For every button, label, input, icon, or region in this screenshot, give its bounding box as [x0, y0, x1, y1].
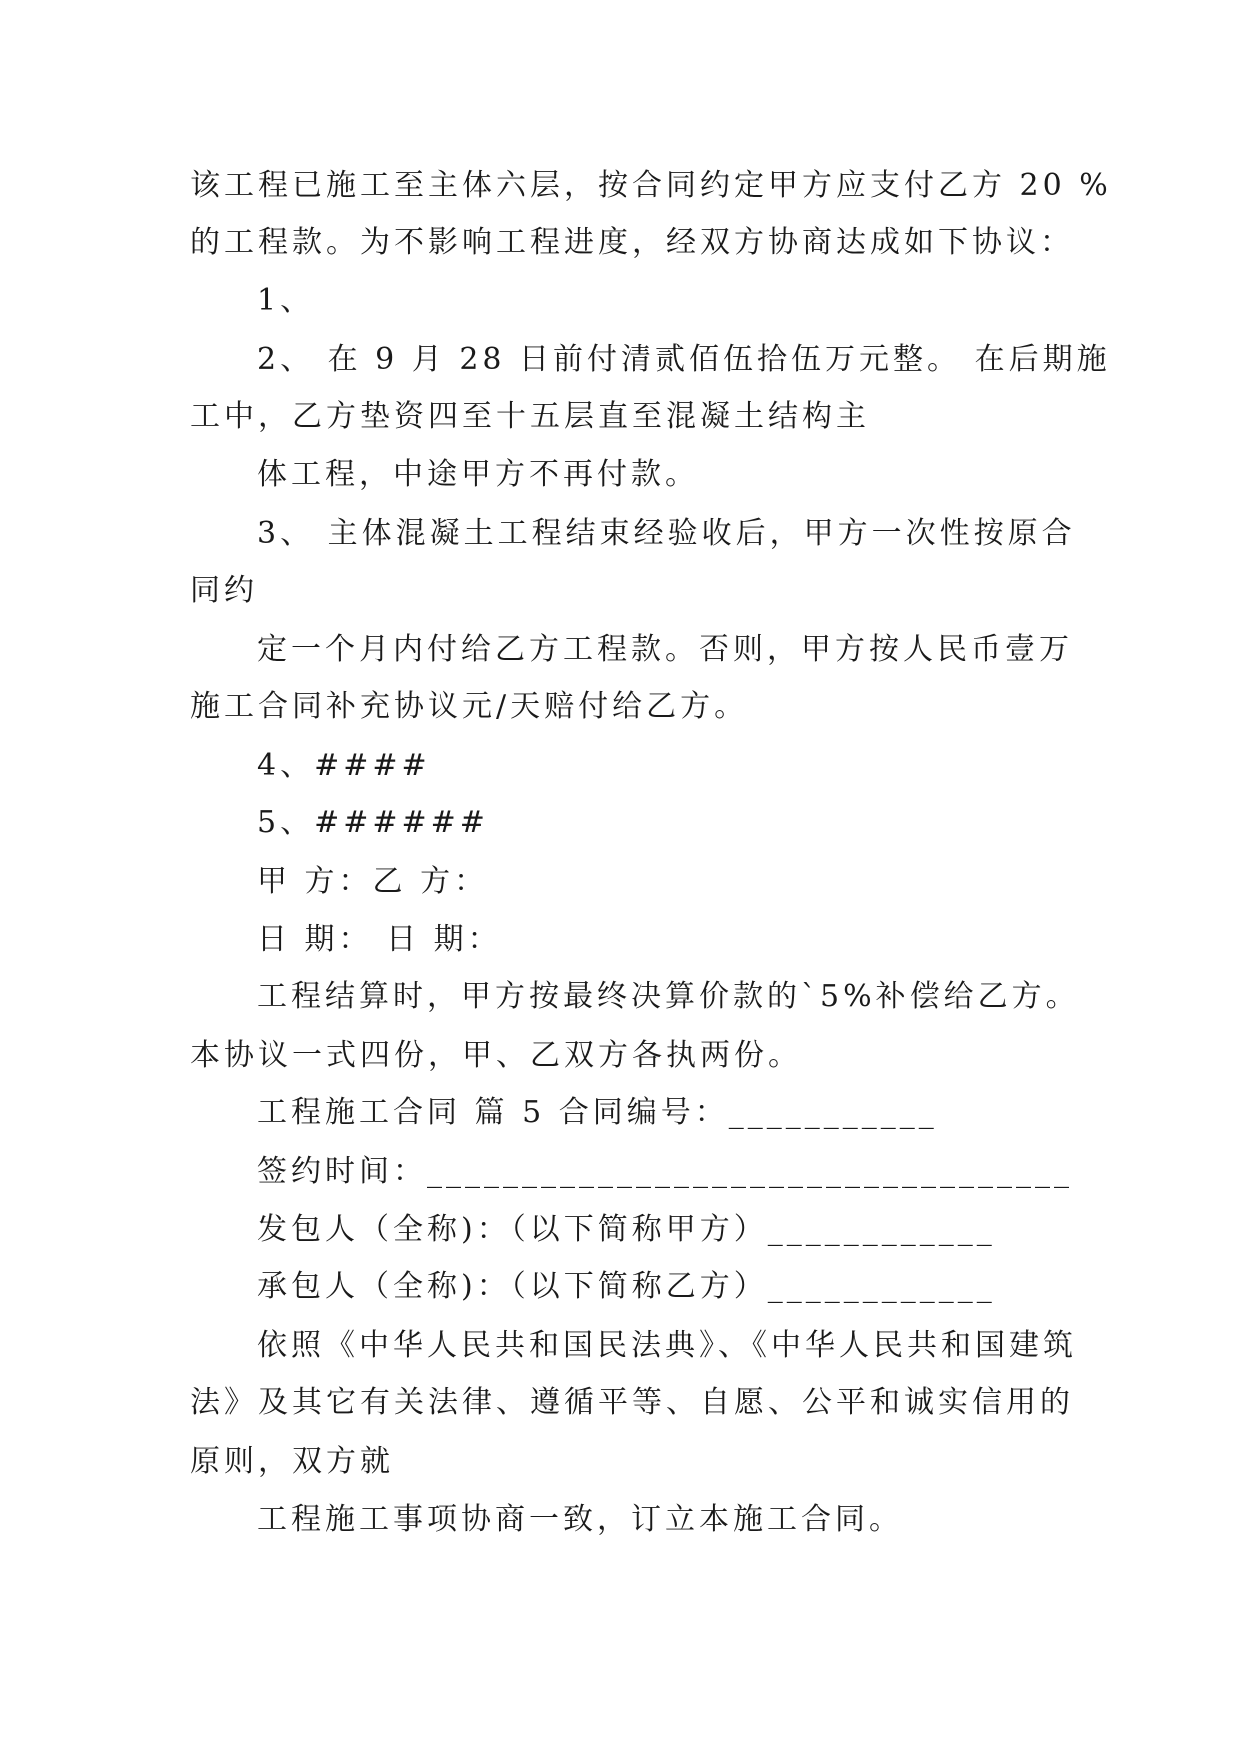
signature-parties: 甲 方：乙 方： — [257, 864, 489, 899]
paragraph-line: 工程结算时，甲方按最终决算价款的`5%补偿给乙方。 — [257, 979, 1080, 1014]
paragraph-line: 定一个月内付给乙方工程款。否则，甲方按人民币壹万 — [257, 632, 1073, 667]
clause-5: 5、###### — [257, 805, 489, 840]
signature-dates: 日 期： 日 期： — [257, 922, 502, 957]
paragraph-line: 法》及其它有关法律、遵循平等、自愿、公平和诚实信用的 — [190, 1385, 1074, 1420]
clause-4: 4、#### — [257, 748, 431, 783]
clause-1: 1、 — [257, 283, 315, 318]
paragraph-line: 施工合同补充协议元/天赔付给乙方。 — [190, 689, 749, 724]
paragraph-line: 的工程款。为不影响工程进度，经双方协商达成如下协议： — [190, 225, 1074, 260]
paragraph-line: 工程施工事项协商一致，订立本施工合同。 — [257, 1502, 903, 1537]
contractor-field: 承包人（全称)：（以下简称乙方）____________ — [257, 1269, 996, 1304]
paragraph-line: 该工程已施工至主体六层，按合同约定甲方应支付乙方 20 % — [190, 168, 1112, 203]
paragraph-line: 体工程，中途甲方不再付款。 — [257, 457, 699, 492]
clause-2: 2、 在 9 月 28 日前付清贰佰伍拾伍万元整。 在后期施 — [257, 342, 1111, 377]
clause-3: 3、 主体混凝土工程结束经验收后，甲方一次性按原合 — [257, 516, 1076, 551]
paragraph-line: 本协议一式四份，甲、乙双方各执两份。 — [190, 1038, 802, 1073]
contract-heading: 工程施工合同 篇 5 合同编号：___________ — [257, 1095, 938, 1130]
employer-field: 发包人（全称)：（以下简称甲方）____________ — [257, 1212, 996, 1247]
signing-time-field: 签约时间：__________________________________ — [257, 1154, 1073, 1189]
paragraph-line: 工中，乙方垫资四至十五层直至混凝土结构主 — [190, 399, 870, 434]
paragraph-line: 依照《中华人民共和国民法典》、《中华人民共和国建筑 — [257, 1328, 1077, 1363]
paragraph-line: 原则，双方就 — [190, 1444, 394, 1479]
paragraph-line: 同约 — [190, 573, 258, 608]
